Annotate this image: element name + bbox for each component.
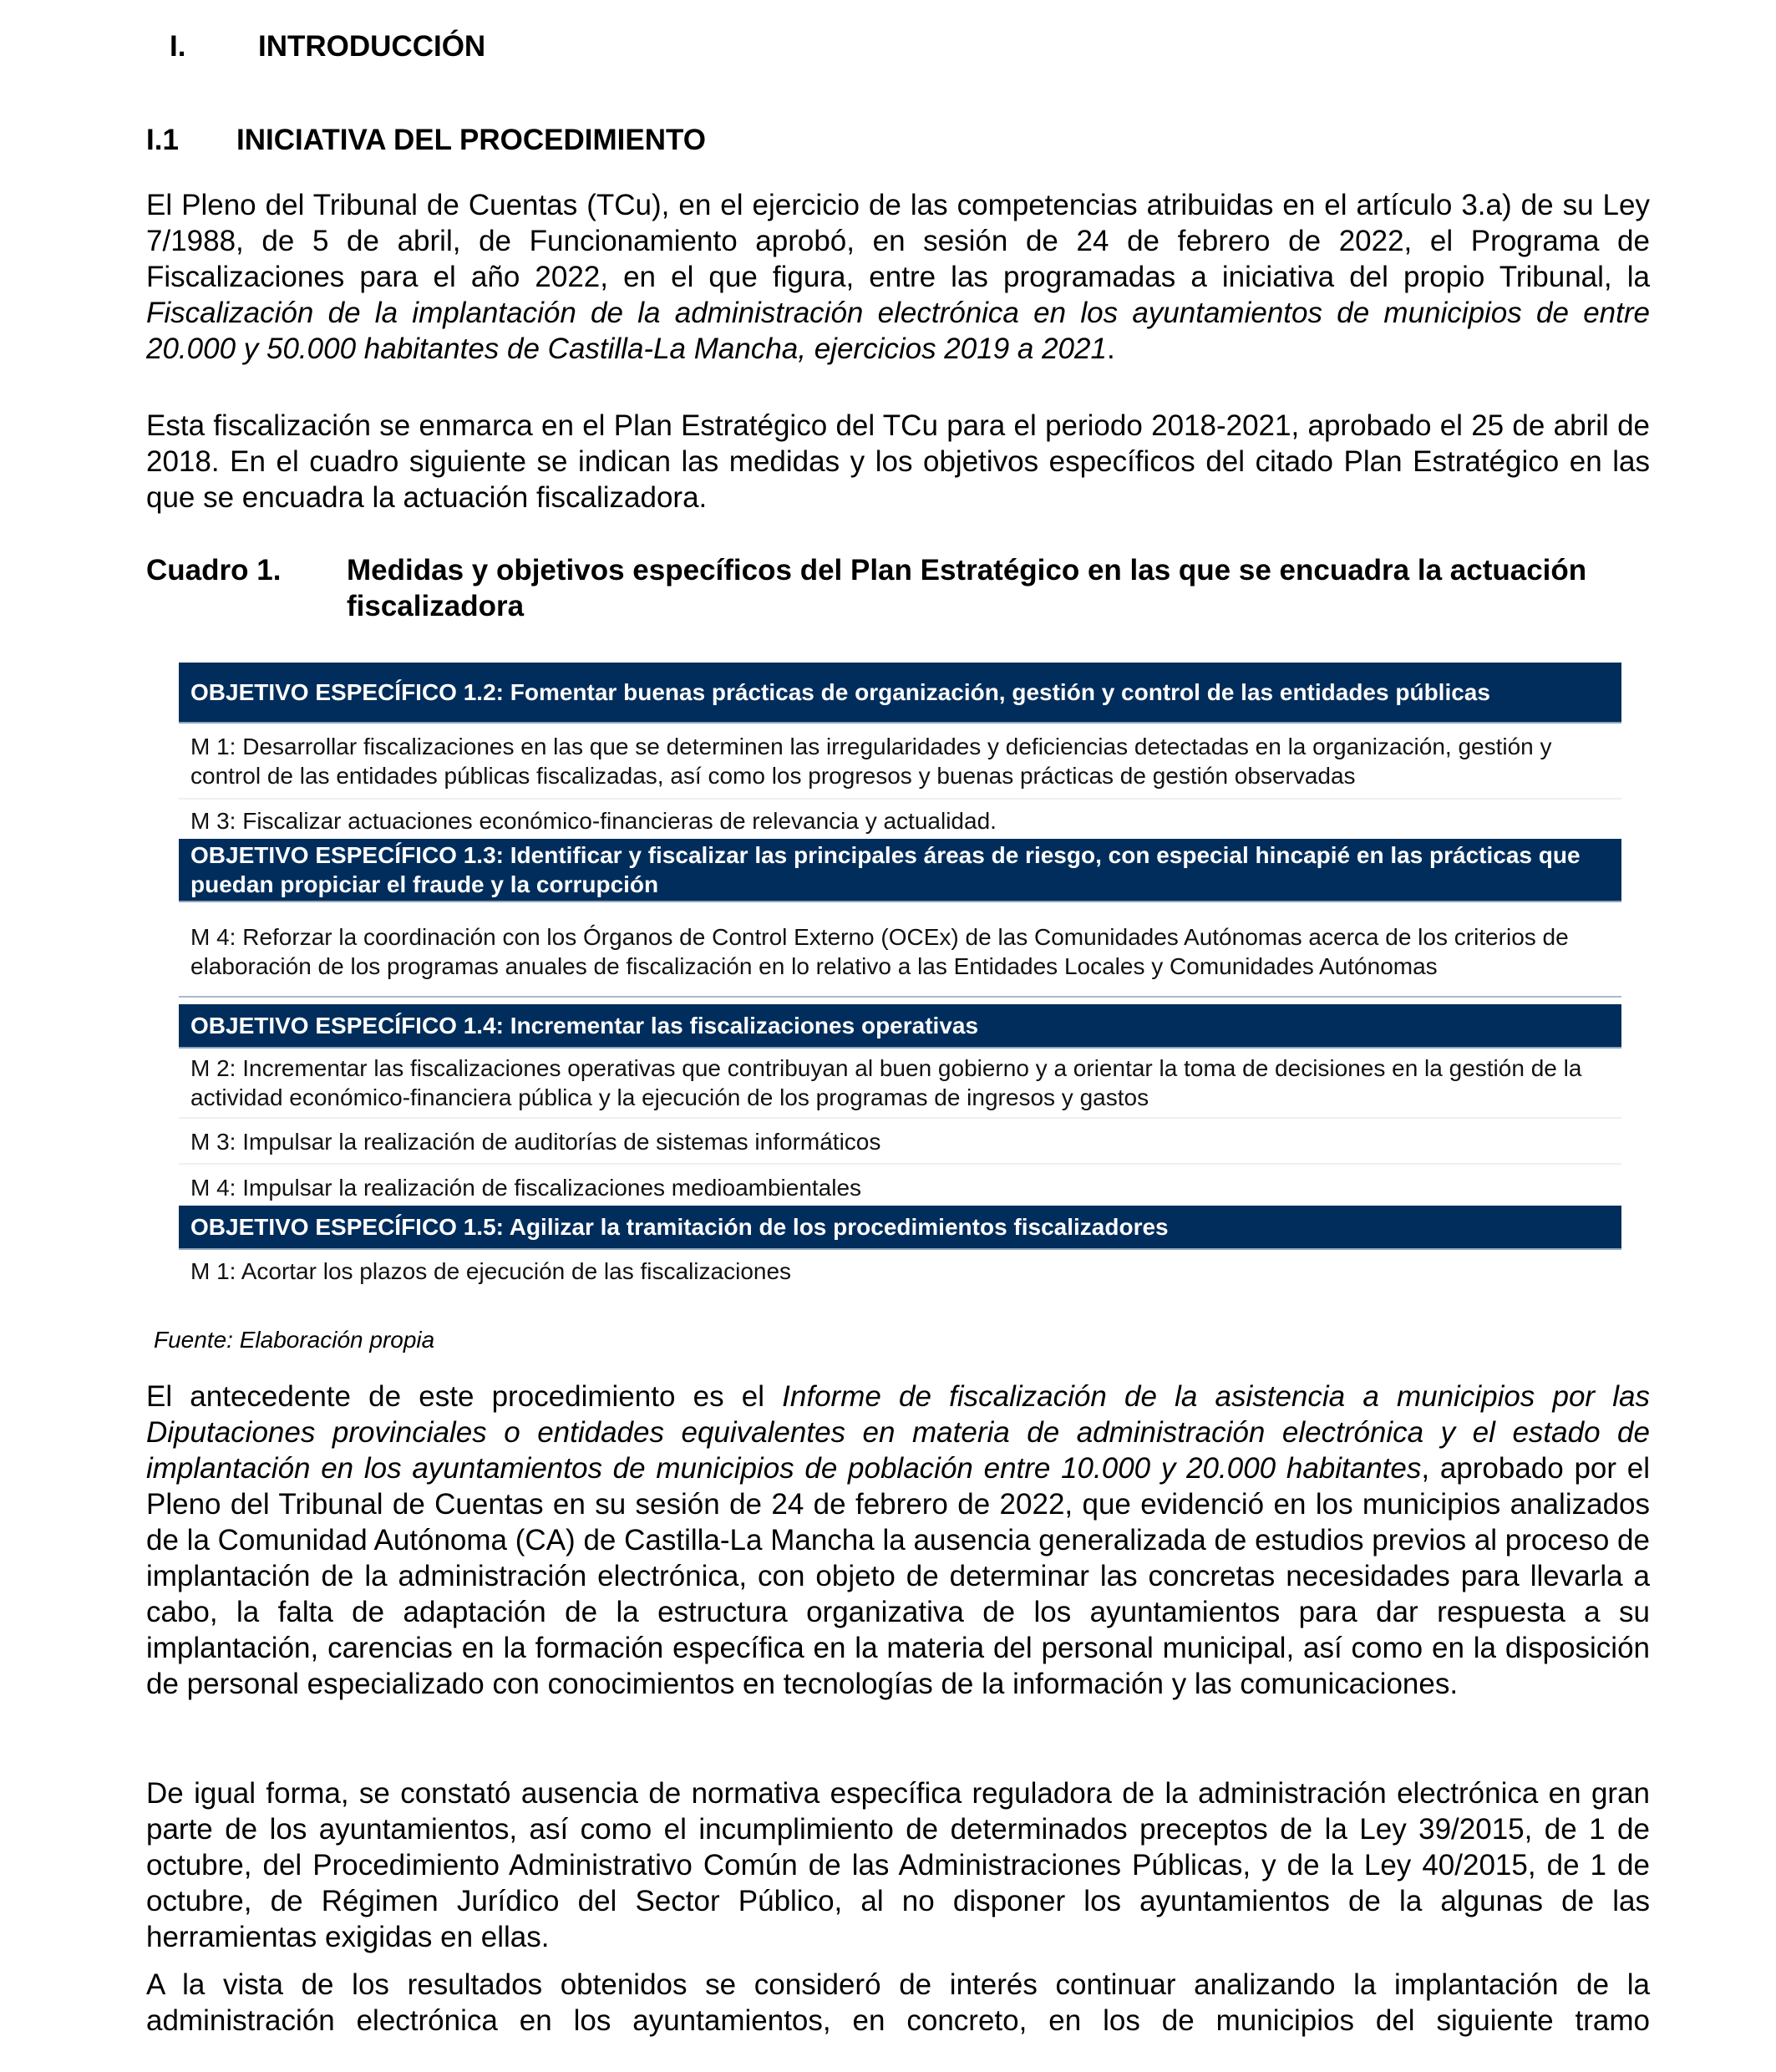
paragraph-3-italic-title: Informe de fiscalización de la asistencia a municipios por las Diputaciones provinciales o entidades equivalentes en materia de administración electrónica y el estado de implantación en los ayuntamientos de municipios de población entre 10.000 y 20.000 habitantes [146, 1380, 1650, 1485]
table-caption [146, 552, 1658, 624]
measure-row: M 3: Impulsar la realización de auditorías de sistemas informáticos [179, 1119, 1621, 1165]
measure-row: M 4: Impulsar la realización de fiscalizaciones medioambientales [190, 1175, 862, 1201]
paragraph-5: A la vista de los resultados obtenidos se consideró de interés continuar analizando la implantación de la administración electrónica en los ayuntamientos, en concreto, en los de municipios del siguiente tramo [146, 1968, 1650, 2037]
subsection-heading [146, 124, 706, 157]
measure-row: M 1: Acortar los plazos de ejecución de las fiscalizaciones [190, 1258, 792, 1284]
measure-row: M 2: Incrementar las fiscalizaciones operativas que contribuyan al buen gobierno y a orientar la toma de decisiones en la gestión de la actividad económico-financiera pública y la ejecución de los programas de ingresos y gastos [179, 1049, 1621, 1119]
objective-header: OBJETIVO ESPECÍFICO 1.4: Incrementar las fiscalizaciones operativas [179, 1004, 1621, 1049]
objective-header: OBJETIVO ESPECÍFICO 1.5: Agilizar la tramitación de los procedimientos fiscalizadores [179, 1206, 1621, 1250]
paragraph-4: De igual forma, se constató ausencia de normativa específica reguladora de la administración electrónica en gran parte de los ayuntamientos, así como el incumplimiento de determinados preceptos de la Ley 39/2015, de 1 de octubre, del Procedimiento Administrativo Común de las Administraciones Públicas, y de la Ley 40/2015, de 1 de octubre, de Régimen Jurídico del Sector Público, al no disponer los ayuntamientos de la algunas de las herramientas exigidas en ellas. [146, 1777, 1650, 1953]
table-source-note: Fuente: Elaboración propia [154, 1327, 435, 1353]
paragraph-3-continued: , aprobado por el Pleno del Tribunal de Cuentas en su sesión de 24 de febrero de 2022, que evidenció en los municipios analizados de la Comunidad Autónoma (CA) de Castilla-La Mancha la ausencia generalizada de estudios previos al proceso de implantación de la administración electrónica, con objeto de determinar las concretas necesidades para llevarla a cabo, la falta de adaptación de la estructura organizativa de los ayuntamientos para dar respuesta a su implantación, carencias en la formación específica en la materia del personal municipal, así como en la disposición de personal especializado con conocimientos en tecnologías de la información y las comunicaciones. [146, 1452, 1650, 1700]
table-caption-number: Cuadro 1. [146, 554, 282, 587]
paragraph-3 [146, 1379, 1650, 1702]
section-heading [170, 30, 485, 63]
measure-row: M 4: Reforzar la coordinación con los Órganos de Control Externo (OCEx) de las Comunidades Autónomas acerca de los criterios de elaboración de los programas anuales de fiscalización en lo relativo a las Entidades Locales y Comunidades Autónomas [179, 902, 1621, 998]
paragraph-1-italic-title: Fiscalización de la implantación de la administración electrónica en los ayuntamientos de municipios de entre 20.000 y 50.000 habitantes de Castilla-La Mancha, ejercicios 2019 a 2021 [146, 297, 1650, 365]
paragraph-1 [146, 187, 1650, 367]
section-title: INTRODUCCIÓN [258, 30, 486, 63]
subsection-title: INICIATIVA DEL PROCEDIMIENTO [236, 124, 706, 156]
subsection-number: I.1 [146, 124, 179, 156]
paragraph-1-text: El Pleno del Tribunal de Cuentas (TCu), en el ejercicio de las competencias atribuidas en el artículo 3.a) de su Ley 7/1988, de 5 de abril, de Funcionamiento aprobó, en sesión de 24 de febrero de 2022, el Programa de Fiscalizaciones para el año 2022, en el que figura, entre las programadas a iniciativa del propio Tribunal, la [146, 189, 1650, 293]
paragraph-2: Esta fiscalización se enmarca en el Plan Estratégico del TCu para el periodo 2018-2021, aprobado el 25 de abril de 2018. En el cuadro siguiente se indican las medidas y los objetivos específicos del citado Plan Estratégico en las que se encuadra la actuación fiscalizadora. [146, 409, 1650, 514]
table-caption-title: Medidas y objetivos específicos del Plan Estratégico en las que se encuadra la actuación fiscalizadora [347, 554, 1587, 622]
objective-header: OBJETIVO ESPECÍFICO 1.3: Identificar y fiscalizar las principales áreas de riesgo, con especial hincapié en las prácticas que puedan propiciar el fraude y la corrupción [179, 839, 1621, 902]
objectives-table [179, 663, 1621, 1291]
measure-row: M 1: Desarrollar fiscalizaciones en las que se determinen las irregularidades y deficiencias detectadas en la organización, gestión y control de las entidades públicas fiscalizadas, así como los progresos y buenas prácticas de gestión observadas [179, 724, 1621, 800]
paragraph-3-text: El antecedente de este procedimiento es el [146, 1380, 783, 1413]
paragraph-1-end: . [1106, 333, 1115, 365]
objective-header: OBJETIVO ESPECÍFICO 1.2: Fomentar buenas prácticas de organización, gestión y control de las entidades públicas [179, 663, 1621, 724]
section-number: I. [170, 30, 186, 63]
measure-row: M 3: Fiscalizar actuaciones económico-financieras de relevancia y actualidad. [190, 808, 997, 834]
